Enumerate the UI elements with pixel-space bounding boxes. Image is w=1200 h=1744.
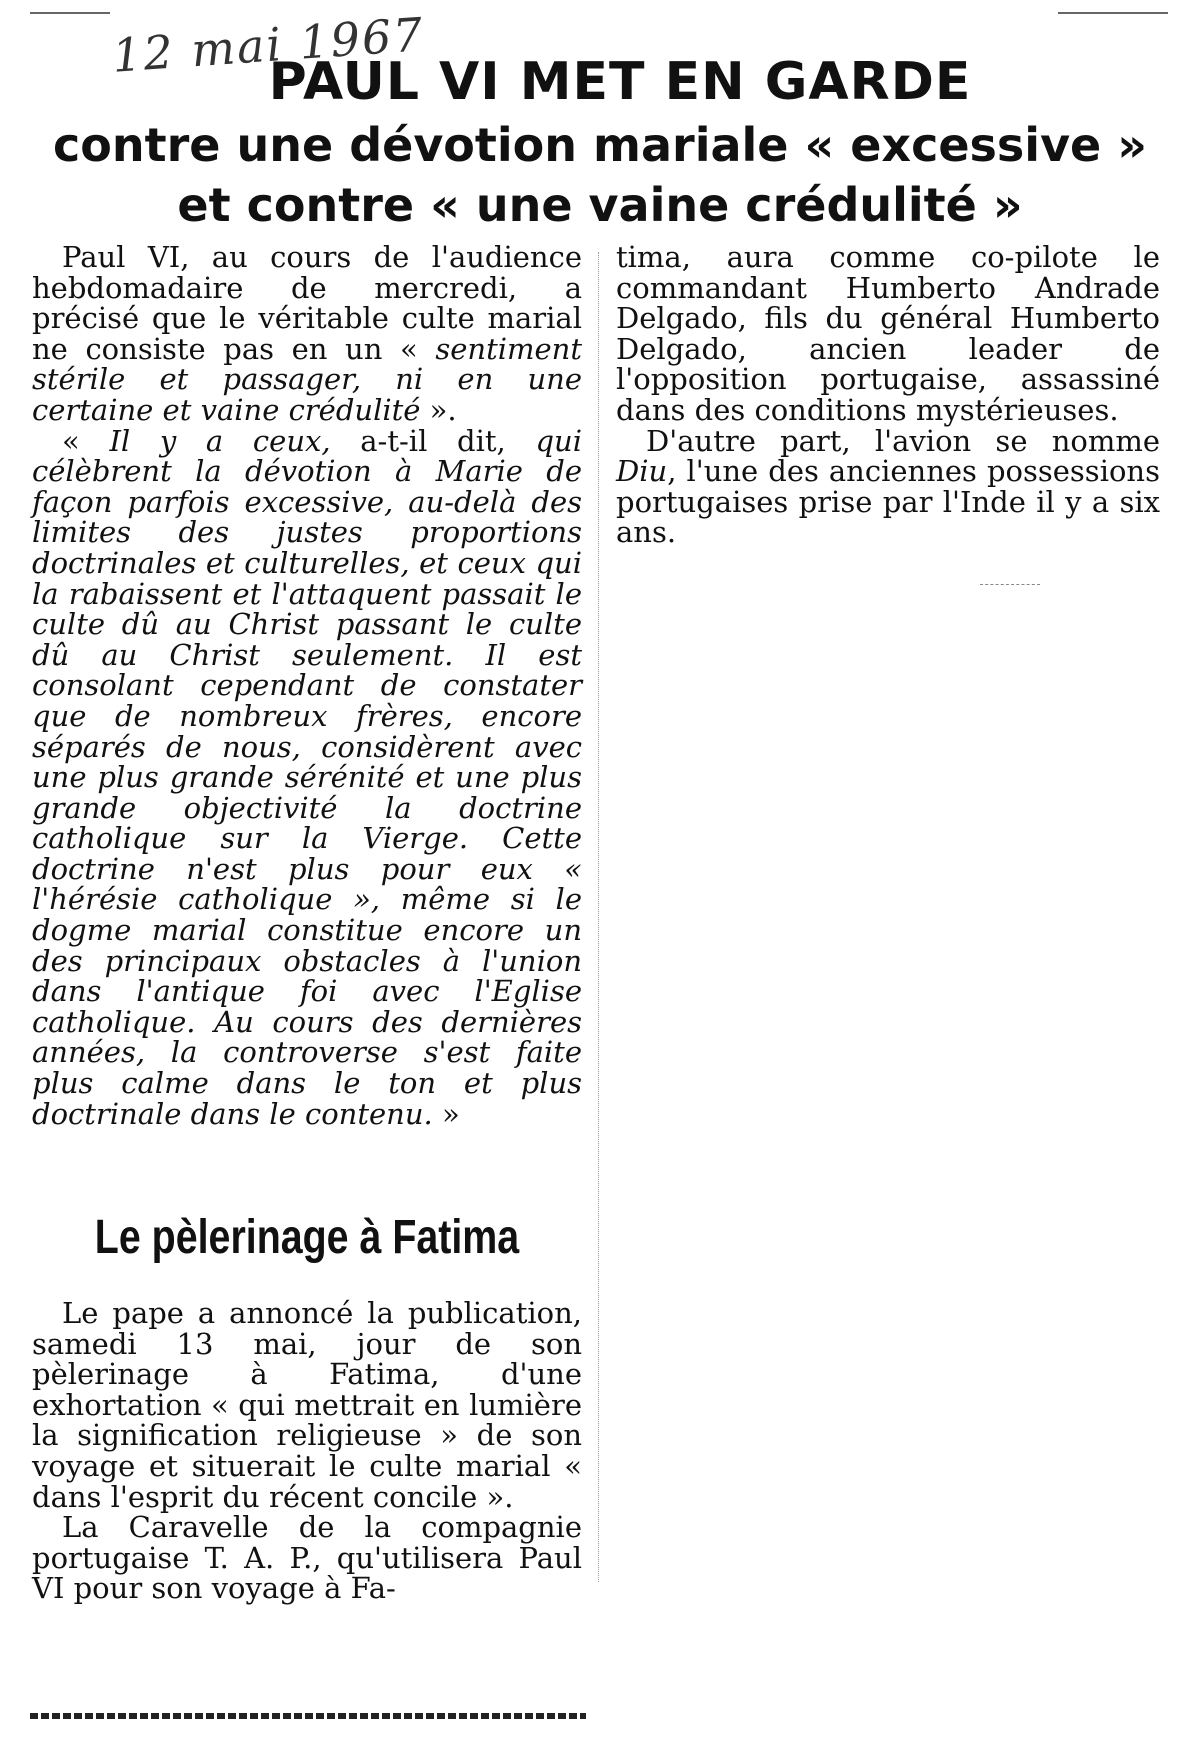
section-paragraph-4: D'autre part, l'avion se nomme Diu, l'une des anciennes possessions portugaises prise par l'Inde il y a six ans. (616, 423, 1160, 550)
headline-sub-2: et contre « une vaine crédulité » (177, 178, 1023, 232)
quote-italic: qui célèbrent la dévotion à Marie de façon parfois excessive, au-delà des limites des justes proportions doctrinales et culturelles, et ceux qui la rabaissent et l'attaquent passait le culte dû au Christ passant le culte dû au Christ seulement. Il est consolant cependant de constater que de nombreux frères, encore séparés de nous, considèrent avec une plus grande sérénité et une plus grande objectivité la doctrine catholique sur la Vierge. Cette doctrine n'est plus pour eux « l'hérésie catholique », même si le dogme marial constitue encore un des principaux obstacles à l'union dans l'antique foi avec l'Eglise catholique. Au cours des dernières années, la controverse s'est faite plus calme dans le ton et plus doctrinale dans le contenu. (32, 423, 582, 1131)
section-paragraph-1: Le pape a annoncé la publication, samedi 13 mai, jour de son pèlerinage à Fatima, d'une exhortation « qui mettrait en lumière la signification religieuse » de son voyage et situerait le culte marial « dans l'esprit du récent concile ». (32, 1296, 582, 1514)
top-rule-left (30, 12, 110, 14)
article-paragraph-1: Paul VI, au cours de l'audience hebdomadaire de mercredi, a précisé que le véritable culte marial ne consiste pas en un « sentiment stérile et passager, ni en une certaine et vaine crédulité ». (32, 240, 582, 427)
ship-name-italic: Diu (616, 454, 668, 489)
section-subheading: Le pèlerinage à Fatima (94, 1211, 520, 1264)
article-column-left (32, 242, 582, 1129)
top-rule-right (1058, 12, 1168, 14)
section-paragraph-2: La Caravelle de la compagnie portugaise T. A. P., qu'utilisera Paul VI pour son voyage à Fa- (32, 1510, 582, 1606)
column-divider (598, 252, 599, 1582)
bottom-rule (30, 1713, 586, 1719)
article-column-right (616, 242, 1160, 548)
quote-italic: sentiment stérile et passager, ni en une certaine et vaine crédulité (32, 331, 582, 427)
headline-main: PAUL VI MET EN GARDE (268, 52, 972, 112)
section-paragraph-3: tima, aura comme co-pilote le commandant Humberto Andrade Delgado, fils du général Humberto Delgado, ancien leader de l'opposition portugaise, assassiné dans des conditions mystérieuses. (616, 240, 1160, 427)
article-paragraph-2: « Il y a ceux, a-t-il dit, qui célèbrent la dévotion à Marie de façon parfois excessive, au-delà des limites des justes proportions doctrinales et culturelles, et ceux qui la rabaissent et l'attaquent passait le culte dû au Christ passant le culte dû au Christ seulement. Il est consolant cependant de constater que de nombreux frères, encore séparés de nous, considèrent avec une plus grande sérénité et une plus grande objectivité la doctrine catholique sur la Vierge. Cette doctrine n'est plus pour eux « l'hérésie catholique », même si le dogme marial constitue encore un des principaux obstacles à l'union dans l'antique foi avec l'Eglise catholique. Au cours des dernières années, la controverse s'est faite plus calme dans le ton et plus doctrinale dans le contenu. » (32, 423, 582, 1131)
quote-italic: Il y a ceux, (109, 423, 331, 458)
article-end-mark (980, 584, 1040, 585)
headline-sub-1: contre une dévotion mariale « excessive » (52, 118, 1147, 172)
handwritten-date-note: 12 mai 1967 (110, 7, 427, 83)
article-column-left-bottom (32, 1298, 582, 1604)
